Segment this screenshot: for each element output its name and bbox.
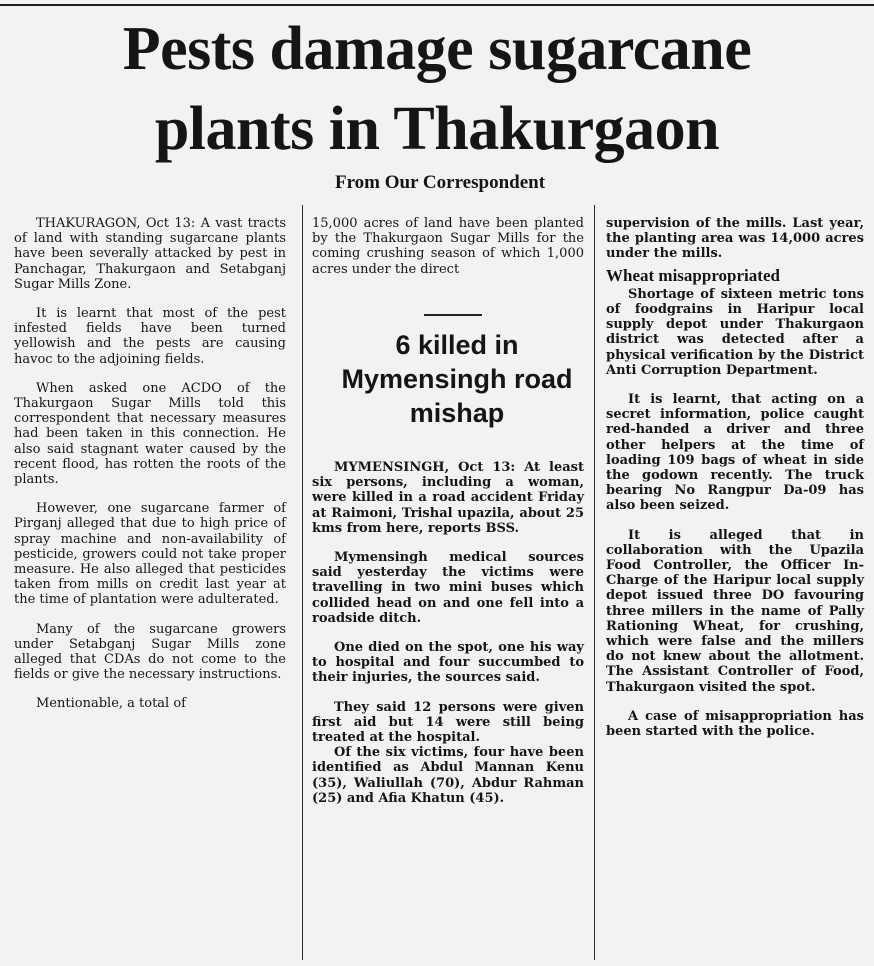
paragraph: 15,000 acres of land have been planted by the Thakurgaon Sugar Mills for the coming crushing season of which 1,000 acres under the direct [312,216,584,277]
story-separator [424,314,482,316]
wheat-headline: Wheat misappropriated [606,265,780,285]
paragraph: However, one sugarcane farmer of Pirganj alleged that due to high price of spray machine and non-availability of pesticide, growers could not take proper measure. He also alleged that pesticides taken from mills on credit last year at the time of plantation were adulterated. [14,501,286,608]
column-divider-1 [302,205,303,960]
headline-line-1: Pests damage sugarcane [122,15,752,83]
paragraph: Shortage of sixteen metric tons of foodgrains in Haripur local supply depot under Thakurgaon district was detected after a physical verification by the District Anti Corruption Department. [606,286,864,378]
paragraph: Mentionable, a total of [36,696,186,712]
main-story-column-1 [14,216,286,726]
paragraph: One died on the spot, one his way to hospital and four succumbed to their injuries, the sources said. [312,640,584,686]
main-story-column-2 [312,216,584,291]
paragraph: When asked one ACDO of the Thakurgaon Sugar Mills told this correspondent that necessary measures had been taken in this connection. He also said stagnant water caused by the recent flood, has rotten the roots of the plants. [14,380,286,488]
paragraph: Mymensingh medical sources said yesterday the victims were travelling in two mini buses which collided head on and one fell into a roadside ditch. [312,550,584,626]
paragraph: supervision of the mills. Last year, the planting area was 14,000 acres under the mills. [606,216,864,262]
paragraph: It is alleged that in collaboration with the Upazila Food Controller, the Officer In-Charge of the Haripur local supply depot issued three DO favouring three millers in the name of Pally Rationing Wheat, for crushing, which were false and the millers do not knew about the allotment. The Assistant Controller of Food, Thakurgaon visited the spot. [606,527,864,695]
main-story-column-3 [606,216,864,753]
top-rule [0,4,874,6]
paragraph: It is learnt that most of the pest infested fields have been turned yellowish and the pests are causing havoc to the adjoining fields. [14,306,286,367]
paragraph: THAKURAGON, Oct 13: A vast tracts of land with standing sugarcane plants have been severally attacked by pest in Panchagar, Thakurgaon and Setabganj Sugar Mills Zone. [14,216,286,292]
paragraph: MYMENSINGH, Oct 13: At least six persons, including a woman, were killed in a road accident Friday at Raimoni, Trishal upazila, about 25 kms from here, reports BSS. [312,460,584,536]
headline-line-2: plants in Thakurgaon [154,95,720,163]
paragraph: A case of misappropriation has been started with the police. [606,708,864,740]
mishap-headline: 6 killed in Mymensingh road mishap [341,330,573,428]
paragraph: Of the six victims, four have been identified as Abdul Mannan Kenu (35), Waliullah (70), Abdur Rahman (25) and Afia Khatun (45). [312,745,584,806]
mishap-story-body [312,460,584,820]
byline: From Our Correspondent [334,172,546,193]
column-divider-2 [594,205,595,960]
paragraph: It is learnt, that acting on a secret information, police caught red-handed a driver and three other helpers at the time of loading 109 bags of wheat in side the godown recently. The truck bearing No Rangpur Da-09 has also been seized. [606,392,864,514]
paragraph: Many of the sugarcane growers under Setabganj Sugar Mills zone alleged that CDAs do not come to the fields or give the necessary instructions. [14,621,286,683]
paragraph: They said 12 persons were given first aid but 14 were still being treated at the hospital. [312,699,584,746]
